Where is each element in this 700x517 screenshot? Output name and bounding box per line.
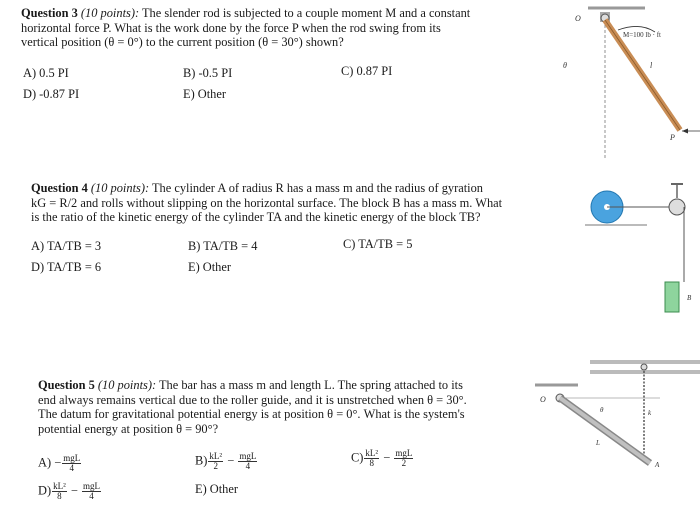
option-prefix: D) — [38, 483, 52, 498]
question-5-line-1 — [38, 378, 558, 393]
denominator: 4 — [245, 461, 251, 471]
fraction — [394, 449, 413, 468]
arrowhead-icon — [682, 129, 688, 134]
question-text: The bar has a mass m and length L. The spring attached to its — [158, 378, 463, 392]
question-5-line-4: potential energy at position θ = 90°? — [38, 421, 219, 436]
denominator: 8 — [369, 458, 374, 468]
top-rail-upper — [590, 360, 700, 364]
q5-option-e[interactable]: E) Other — [195, 482, 239, 496]
q4-cylinder-figure — [585, 170, 700, 320]
q4-option-c[interactable]: C) TA/TB = 5 — [343, 237, 413, 251]
roller-icon — [641, 364, 647, 370]
q5-option-c[interactable] — [351, 449, 414, 468]
numerator: kL² — [53, 481, 66, 491]
option-prefix: B) — [195, 453, 208, 468]
fraction — [52, 482, 67, 501]
question-label: Question 4 — [31, 181, 88, 195]
top-rail-lower — [590, 370, 700, 374]
question-text: The cylinder A of radius R has a mass m and the radius of gyration — [151, 181, 483, 195]
minus-sign: − — [70, 483, 78, 498]
block-label: B — [687, 294, 692, 302]
numerator: mgL — [239, 451, 257, 461]
question-5-line-2: end always remains vertical due to the roller guide, and it is unstretched when θ = 30°. — [38, 392, 467, 407]
question-5-line-3: The datum for gravitational potential energy is at position θ = 0°. What is the system's — [38, 407, 465, 422]
fraction — [238, 452, 257, 471]
numerator: kL² — [209, 451, 223, 461]
pin-label: O — [540, 395, 546, 404]
denominator: 2 — [213, 461, 218, 471]
denominator: 4 — [69, 463, 74, 473]
q3-option-b[interactable]: B) -0.5 PI — [183, 66, 233, 80]
moment-label: M=100 lb · ft — [623, 31, 661, 39]
q3-rod-figure — [560, 0, 700, 160]
numerator: kL² — [365, 448, 379, 458]
fraction — [82, 482, 101, 501]
theta-label: θ — [600, 406, 604, 414]
q4-option-a[interactable]: A) TA/TB = 3 — [31, 239, 102, 253]
numerator: mgL — [63, 453, 81, 463]
numerator: mgL — [83, 481, 100, 491]
fraction — [62, 454, 81, 473]
question-4 — [31, 181, 561, 225]
pulley-icon — [669, 199, 685, 215]
question-3 — [21, 6, 531, 50]
question-label: Question 5 — [38, 378, 95, 392]
q5-bar-spring-figure — [530, 355, 700, 505]
option-prefix: A) — [38, 455, 52, 470]
length-label: L — [596, 439, 600, 447]
q5-option-a[interactable] — [38, 454, 82, 473]
q4-option-e[interactable]: E) Other — [188, 260, 232, 274]
fraction — [208, 452, 223, 471]
q5-option-b[interactable] — [195, 452, 258, 471]
question-5 — [38, 378, 558, 436]
force-label: P — [670, 133, 675, 142]
q3-option-c[interactable]: C) 0.87 PI — [341, 64, 393, 78]
numerator: mgL — [395, 448, 413, 458]
block-b-icon — [665, 282, 679, 312]
spring-label: k — [648, 409, 652, 417]
q3-option-e[interactable]: E) Other — [183, 87, 227, 101]
length-label: l — [650, 61, 653, 70]
question-4-line-3: is the ratio of the kinetic energy of the cylinder TA and the kinetic energy of the block TB? — [31, 210, 481, 225]
question-points: (10 points): — [80, 6, 140, 20]
denominator: 2 — [401, 458, 407, 468]
minus-sign: − — [54, 455, 62, 470]
bar-face — [560, 398, 650, 463]
question-text: The slender rod is subjected to a couple moment M and a constant — [141, 6, 471, 20]
question-points: (10 points): — [97, 378, 157, 392]
q3-option-a[interactable]: A) 0.5 PI — [23, 66, 69, 80]
question-3-line-3: vertical position (θ = 0°) to the current position (θ = 30°) shown? — [21, 35, 344, 50]
option-prefix: C) — [351, 450, 364, 465]
question-4-line-2: kG = R/2 and rolls without slipping on the horizontal surface. The block B has a mass m. What — [31, 195, 503, 210]
theta-label: θ — [563, 61, 567, 70]
question-3-line-1 — [21, 6, 531, 21]
end-label: A — [655, 461, 660, 469]
question-label: Question 3 — [21, 6, 78, 20]
minus-sign: − — [383, 450, 391, 465]
minus-sign: − — [227, 453, 235, 468]
question-4-line-1 — [31, 181, 561, 196]
q4-option-d[interactable]: D) TA/TB = 6 — [31, 260, 102, 274]
denominator: 8 — [57, 491, 62, 501]
denominator: 4 — [89, 491, 94, 501]
question-3-line-2: horizontal force P. What is the work done by the force P when the rod swing from its — [21, 20, 441, 35]
q3-option-d[interactable]: D) -0.87 PI — [23, 87, 80, 101]
fraction — [364, 449, 379, 468]
pin-label: O — [575, 14, 581, 23]
question-points: (10 points): — [90, 181, 150, 195]
q5-option-d[interactable] — [38, 482, 102, 501]
q4-option-b[interactable]: B) TA/TB = 4 — [188, 239, 258, 253]
